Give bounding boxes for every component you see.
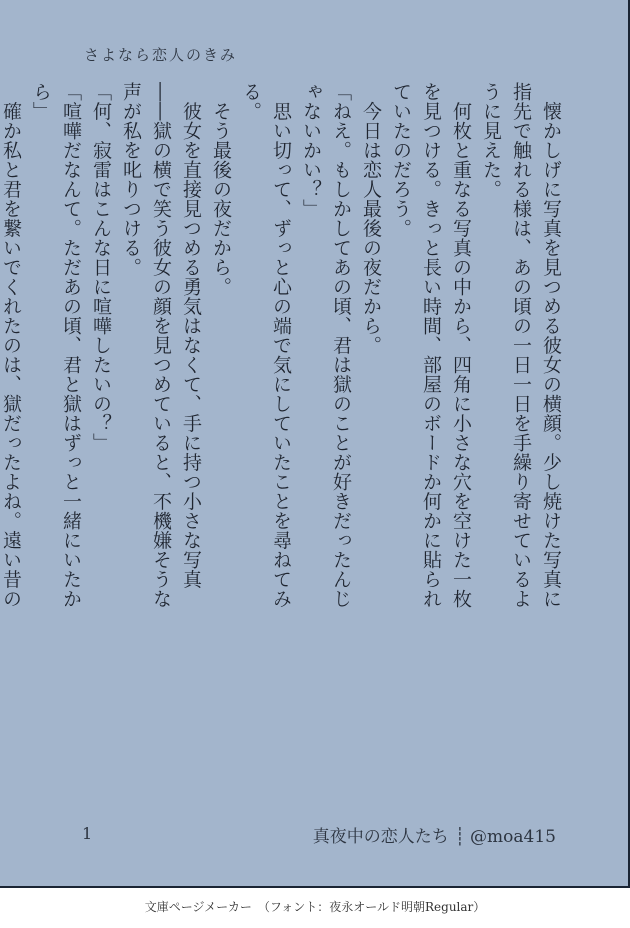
paragraph: 懐かしげに写真を見つめる彼女の横顔。少し焼けた写真に指先で触れる様は、あの頃の一日一日を手繰り寄せているように見えた。 [480, 82, 562, 609]
paragraph: 「何、寂雷はこんな日に喧嘩したいの？」 [90, 82, 112, 453]
paragraph: 彼女を直接見つめる勇気はなくて、手に持つ小さな写真――獄の横で笑う彼女の顔を見つめていると、不機嫌そうな声が私を叱りつける。 [120, 82, 202, 609]
page-number: 1 [82, 824, 93, 843]
paragraph: 今日は恋人最後の夜だから。 [360, 82, 382, 355]
vertical-body-text [0, 82, 566, 622]
paragraph: 「ねえ。もしかしてあの頃、君は獄のことが好きだったんじゃないかい？」 [300, 82, 352, 609]
paragraph: 思い切って、ずっと心の端で気にしていたことを尋ねてみる。 [240, 82, 292, 609]
credit-title: 真夜中の恋人たち [312, 827, 449, 847]
paragraph: 「喧嘩だなんて。ただあの頃、君と獄はずっと一緒にいたから」 [30, 82, 82, 609]
running-title: さよなら恋人のきみ [84, 46, 238, 64]
paragraph: 何枚と重なる写真の中から、四角に小さな穴を空けた一枚を見つける。きっと長い時間、部屋のボードか何かに貼られていたのだろう。 [390, 82, 472, 609]
generator-caption: 文庫ページメーカー （フォント：夜永オールド明朝Regular） [144, 900, 486, 914]
credit-handle: @moa415 [470, 827, 556, 847]
footer-credit [313, 822, 556, 847]
paragraph: そう最後の夜だから。 [210, 82, 232, 297]
credit-separator: ┊ [454, 827, 465, 847]
paragraph: 確か私と君を繋いでくれたのは、獄だったよね。遠い昔の [0, 101, 22, 609]
